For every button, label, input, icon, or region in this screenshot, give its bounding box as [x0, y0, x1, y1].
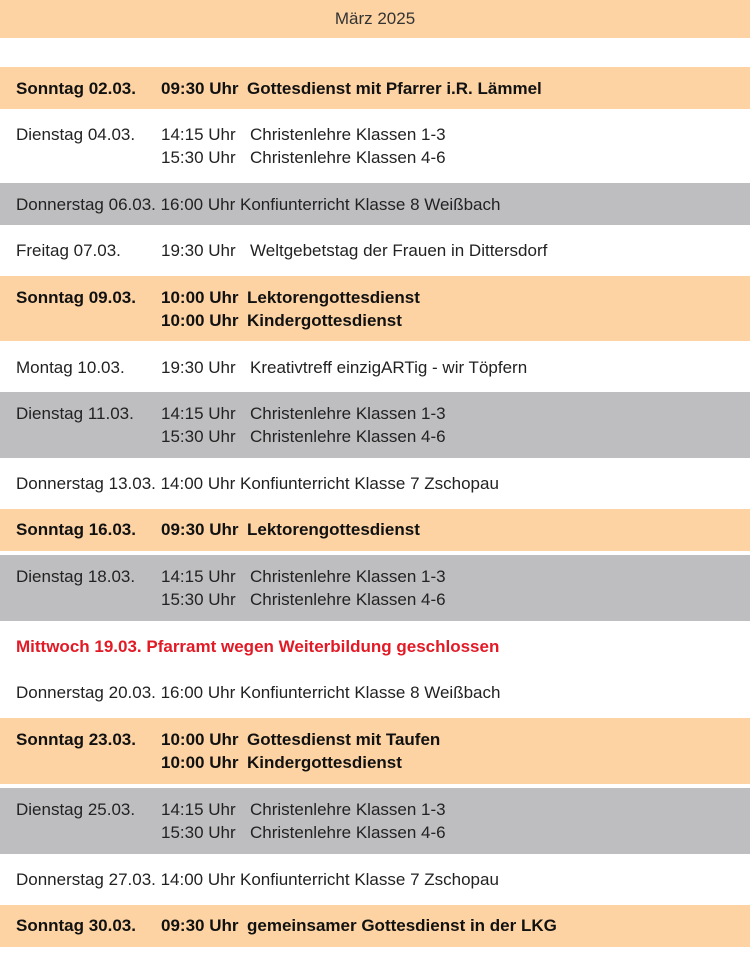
event-line	[16, 681, 750, 704]
event-title: Kindergottesdienst	[247, 753, 402, 772]
event-title: Christenlehre Klassen 1-3	[250, 404, 446, 423]
event-title: Christenlehre Klassen 4-6	[250, 148, 446, 167]
event-title: Christenlehre Klassen 4-6	[250, 427, 446, 446]
event-time: 14:15 Uhr	[161, 567, 236, 586]
event-row	[0, 276, 750, 341]
event-time: 14:15 Uhr	[161, 125, 236, 144]
event-title: Gottesdienst mit Pfarrer i.R. Lämmel	[247, 79, 542, 98]
event-time: 10:00 Uhr	[161, 730, 239, 749]
event-title: Christenlehre Klassen 1-3	[250, 125, 446, 144]
event-line	[16, 286, 750, 309]
closure-notice-text: Mittwoch 19.03. Pfarramt wegen Weiterbildung geschlossen	[16, 637, 500, 656]
month-title: März 2025	[334, 9, 416, 28]
event-time: 19:30 Uhr	[161, 358, 236, 377]
event-line	[16, 798, 750, 821]
event-time: 10:00 Uhr	[161, 288, 239, 307]
event-text: Donnerstag 13.03. 14:00 Uhr Konfiunterricht Klasse 7 Zschopau	[16, 474, 499, 493]
event-day: Sonntag 16.03.	[16, 520, 136, 539]
event-line	[16, 146, 750, 169]
event-line	[16, 77, 750, 100]
event-line	[16, 239, 750, 262]
event-title: Christenlehre Klassen 1-3	[250, 800, 446, 819]
event-line	[16, 309, 750, 332]
event-time: 14:15 Uhr	[161, 800, 236, 819]
event-title: Christenlehre Klassen 4-6	[250, 590, 446, 609]
event-time: 09:30 Uhr	[161, 79, 239, 98]
event-title: Lektorengottesdienst	[247, 520, 420, 539]
event-line	[16, 123, 750, 146]
event-time: 10:00 Uhr	[161, 753, 239, 772]
event-line	[16, 565, 750, 588]
event-row	[0, 905, 750, 947]
event-row	[0, 458, 750, 509]
event-line	[16, 518, 750, 541]
event-title: Kindergottesdienst	[247, 311, 402, 330]
closure-notice	[0, 621, 750, 667]
event-day: Dienstag 11.03.	[16, 404, 134, 423]
event-row	[0, 67, 750, 109]
month-header	[0, 0, 750, 38]
event-row	[0, 341, 750, 392]
event-day: Freitag 07.03.	[16, 241, 121, 260]
event-row	[0, 509, 750, 551]
event-line	[16, 472, 750, 495]
event-line	[16, 635, 750, 658]
event-time: 10:00 Uhr	[161, 311, 239, 330]
event-row	[0, 183, 750, 225]
event-row	[0, 109, 750, 183]
event-line	[16, 821, 750, 844]
event-line	[16, 356, 750, 379]
event-time: 19:30 Uhr	[161, 241, 236, 260]
event-title: Lektorengottesdienst	[247, 288, 420, 307]
event-time: 15:30 Uhr	[161, 823, 236, 842]
event-day: Sonntag 30.03.	[16, 916, 136, 935]
event-day: Dienstag 18.03.	[16, 567, 136, 586]
event-title: gemeinsamer Gottesdienst in der LKG	[247, 916, 557, 935]
event-day: Dienstag 04.03.	[16, 125, 136, 144]
event-text: Donnerstag 06.03. 16:00 Uhr Konfiunterricht Klasse 8 Weißbach	[16, 195, 501, 214]
event-text: Donnerstag 20.03. 16:00 Uhr Konfiunterricht Klasse 8 Weißbach	[16, 683, 501, 702]
event-line	[16, 868, 750, 891]
event-line	[16, 425, 750, 448]
event-title: Kreativtreff einzigARTig - wir Töpfern	[250, 358, 528, 377]
event-title: Christenlehre Klassen 4-6	[250, 823, 446, 842]
event-title: Gottesdienst mit Taufen	[247, 730, 441, 749]
event-line	[16, 588, 750, 611]
event-time: 09:30 Uhr	[161, 916, 239, 935]
event-day: Dienstag 25.03.	[16, 800, 136, 819]
event-line	[16, 728, 750, 751]
event-row	[0, 392, 750, 458]
event-line	[16, 751, 750, 774]
event-day: Sonntag 09.03.	[16, 288, 136, 307]
event-time: 09:30 Uhr	[161, 520, 239, 539]
event-row	[0, 854, 750, 905]
event-title: Weltgebetstag der Frauen in Dittersdorf	[250, 241, 548, 260]
event-title: Christenlehre Klassen 1-3	[250, 567, 446, 586]
event-day: Sonntag 23.03.	[16, 730, 136, 749]
event-line	[16, 402, 750, 425]
event-time: 15:30 Uhr	[161, 427, 236, 446]
event-time: 14:15 Uhr	[161, 404, 236, 423]
event-row	[0, 788, 750, 854]
event-line	[16, 193, 750, 216]
event-row	[0, 555, 750, 621]
event-time: 15:30 Uhr	[161, 148, 236, 167]
event-time: 15:30 Uhr	[161, 590, 236, 609]
event-row	[0, 667, 750, 718]
event-line	[16, 914, 750, 937]
event-text: Donnerstag 27.03. 14:00 Uhr Konfiunterricht Klasse 7 Zschopau	[16, 870, 499, 889]
event-day: Sonntag 02.03.	[16, 79, 136, 98]
event-day: Montag 10.03.	[16, 358, 125, 377]
event-row	[0, 718, 750, 784]
event-row	[0, 225, 750, 276]
